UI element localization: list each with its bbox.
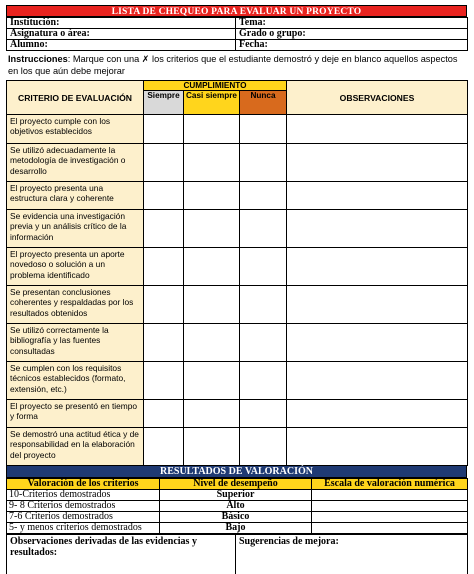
siempre-cell[interactable] [144, 210, 184, 248]
casi-siempre-cell[interactable] [184, 115, 240, 144]
footer-table [6, 534, 468, 574]
criterio-text: Se demostró una actitud ética y de responsabilidad en la elaboración del proyecto [7, 428, 144, 466]
nunca-cell[interactable] [240, 400, 287, 428]
instructions [6, 51, 467, 80]
siempre-cell[interactable] [144, 248, 184, 286]
siempre-cell[interactable] [144, 428, 184, 466]
siempre-cell[interactable] [144, 400, 184, 428]
escala-header: Escala de valoración numérica [312, 479, 468, 490]
siempre-cell[interactable] [144, 182, 184, 210]
casi-siempre-cell[interactable] [184, 248, 240, 286]
nunca-header: Nunca [240, 91, 287, 115]
nunca-cell[interactable] [240, 115, 287, 144]
sugerencias-field[interactable]: Sugerencias de mejora: [236, 535, 468, 574]
tema-field[interactable]: Tema: [236, 18, 468, 29]
casi-siempre-cell[interactable] [184, 144, 240, 182]
observaciones-cell[interactable] [287, 248, 468, 286]
document-title: LISTA DE CHEQUEO PARA EVALUAR UN PROYECTO [6, 5, 467, 17]
observaciones-cell[interactable] [287, 115, 468, 144]
institucion-field[interactable]: Institución: [7, 18, 236, 29]
escala-cell[interactable] [312, 523, 468, 534]
nivel-cell: Básico [160, 512, 312, 523]
nunca-cell[interactable] [240, 324, 287, 362]
criterio-header: CRITERIO DE EVALUACIÓN [7, 81, 144, 115]
nunca-cell[interactable] [240, 144, 287, 182]
resultado-row [7, 512, 468, 523]
criteria-row [7, 248, 468, 286]
observaciones-header: OBSERVACIONES [287, 81, 468, 115]
fecha-field[interactable]: Fecha: [236, 40, 468, 51]
criterio-text: Se utilizó adecuadamente la metodología de investigación o desarrollo [7, 144, 144, 182]
criterio-text: Se evidencia una investigación previa y un análisis crítico de la información [7, 210, 144, 248]
siempre-cell[interactable] [144, 324, 184, 362]
observaciones-cell[interactable] [287, 428, 468, 466]
casi-siempre-cell[interactable] [184, 210, 240, 248]
siempre-cell[interactable] [144, 115, 184, 144]
nivel-header: Nivel de desempeño [160, 479, 312, 490]
escala-cell[interactable] [312, 512, 468, 523]
asignatura-field[interactable]: Asignatura o área: [7, 29, 236, 40]
resultados-table [6, 478, 468, 534]
observaciones-cell[interactable] [287, 210, 468, 248]
nivel-cell: Alto [160, 501, 312, 512]
observaciones-cell[interactable] [287, 144, 468, 182]
siempre-cell[interactable] [144, 286, 184, 324]
criteria-row [7, 115, 468, 144]
valoracion-header: Valoración de los criterios [7, 479, 160, 490]
casi-siempre-header: Casi siempre [184, 91, 240, 115]
siempre-cell[interactable] [144, 144, 184, 182]
observaciones-cell[interactable] [287, 182, 468, 210]
valoracion-cell: 7-6 Criterios demostrados [7, 512, 160, 523]
info-table [6, 17, 468, 51]
resultado-row [7, 501, 468, 512]
nivel-cell: Bajo [160, 523, 312, 534]
observaciones-cell[interactable] [287, 324, 468, 362]
criteria-row [7, 362, 468, 400]
siempre-header: Siempre [144, 91, 184, 115]
criterio-text: El proyecto cumple con los objetivos establecidos [7, 115, 144, 144]
nunca-cell[interactable] [240, 210, 287, 248]
observaciones-cell[interactable] [287, 400, 468, 428]
grado-field[interactable]: Grado o grupo: [236, 29, 468, 40]
siempre-cell[interactable] [144, 362, 184, 400]
observaciones-field[interactable]: Observaciones derivadas de las evidencias y resultados: [7, 535, 236, 574]
casi-siempre-cell[interactable] [184, 286, 240, 324]
criteria-row [7, 182, 468, 210]
casi-siempre-cell[interactable] [184, 400, 240, 428]
resultado-row [7, 490, 468, 501]
criterio-text: El proyecto presenta una estructura clara y coherente [7, 182, 144, 210]
casi-siempre-cell[interactable] [184, 182, 240, 210]
nunca-cell[interactable] [240, 286, 287, 324]
casi-siempre-cell[interactable] [184, 428, 240, 466]
criteria-table [6, 80, 468, 466]
casi-siempre-cell[interactable] [184, 362, 240, 400]
criterio-text: Se presentan conclusiones coherentes y respaldadas por los resultados obtenidos [7, 286, 144, 324]
casi-siempre-cell[interactable] [184, 324, 240, 362]
criterio-text: Se cumplen con los requisitos técnicos establecidos (formato, extensión, etc.) [7, 362, 144, 400]
escala-cell[interactable] [312, 501, 468, 512]
resultado-row [7, 523, 468, 534]
instructions-label: Instrucciones [8, 54, 68, 64]
criterio-text: El proyecto presenta un aporte novedoso o solución a un problema identificado [7, 248, 144, 286]
criterio-text: Se utilizó correctamente la bibliografía y las fuentes consultadas [7, 324, 144, 362]
criteria-row [7, 210, 468, 248]
resultados-title: RESULTADOS DE VALORACIÓN [6, 466, 467, 478]
criteria-row [7, 400, 468, 428]
escala-cell[interactable] [312, 490, 468, 501]
criteria-row [7, 286, 468, 324]
nivel-cell: Superior [160, 490, 312, 501]
valoracion-cell: 5- y menos criterios demostrados [7, 523, 160, 534]
cumplimiento-header: CUMPLIMIENTO [144, 81, 287, 91]
nunca-cell[interactable] [240, 248, 287, 286]
criterio-text: El proyecto se presentó en tiempo y forma [7, 400, 144, 428]
valoracion-cell: 10-Criterios demostrados [7, 490, 160, 501]
observaciones-cell[interactable] [287, 362, 468, 400]
alumno-field[interactable]: Alumno: [7, 40, 236, 51]
nunca-cell[interactable] [240, 182, 287, 210]
nunca-cell[interactable] [240, 428, 287, 466]
instructions-text: : Marque con una ✗ los criterios que el estudiante demostró y deje en blanco aquellos aspectos en los que aún debe mejorar [8, 54, 458, 76]
criteria-row [7, 324, 468, 362]
checklist-sheet [6, 5, 467, 574]
criteria-row [7, 144, 468, 182]
nunca-cell[interactable] [240, 362, 287, 400]
observaciones-cell[interactable] [287, 286, 468, 324]
criteria-row [7, 428, 468, 466]
valoracion-cell: 9- 8 Criterios demostrados [7, 501, 160, 512]
